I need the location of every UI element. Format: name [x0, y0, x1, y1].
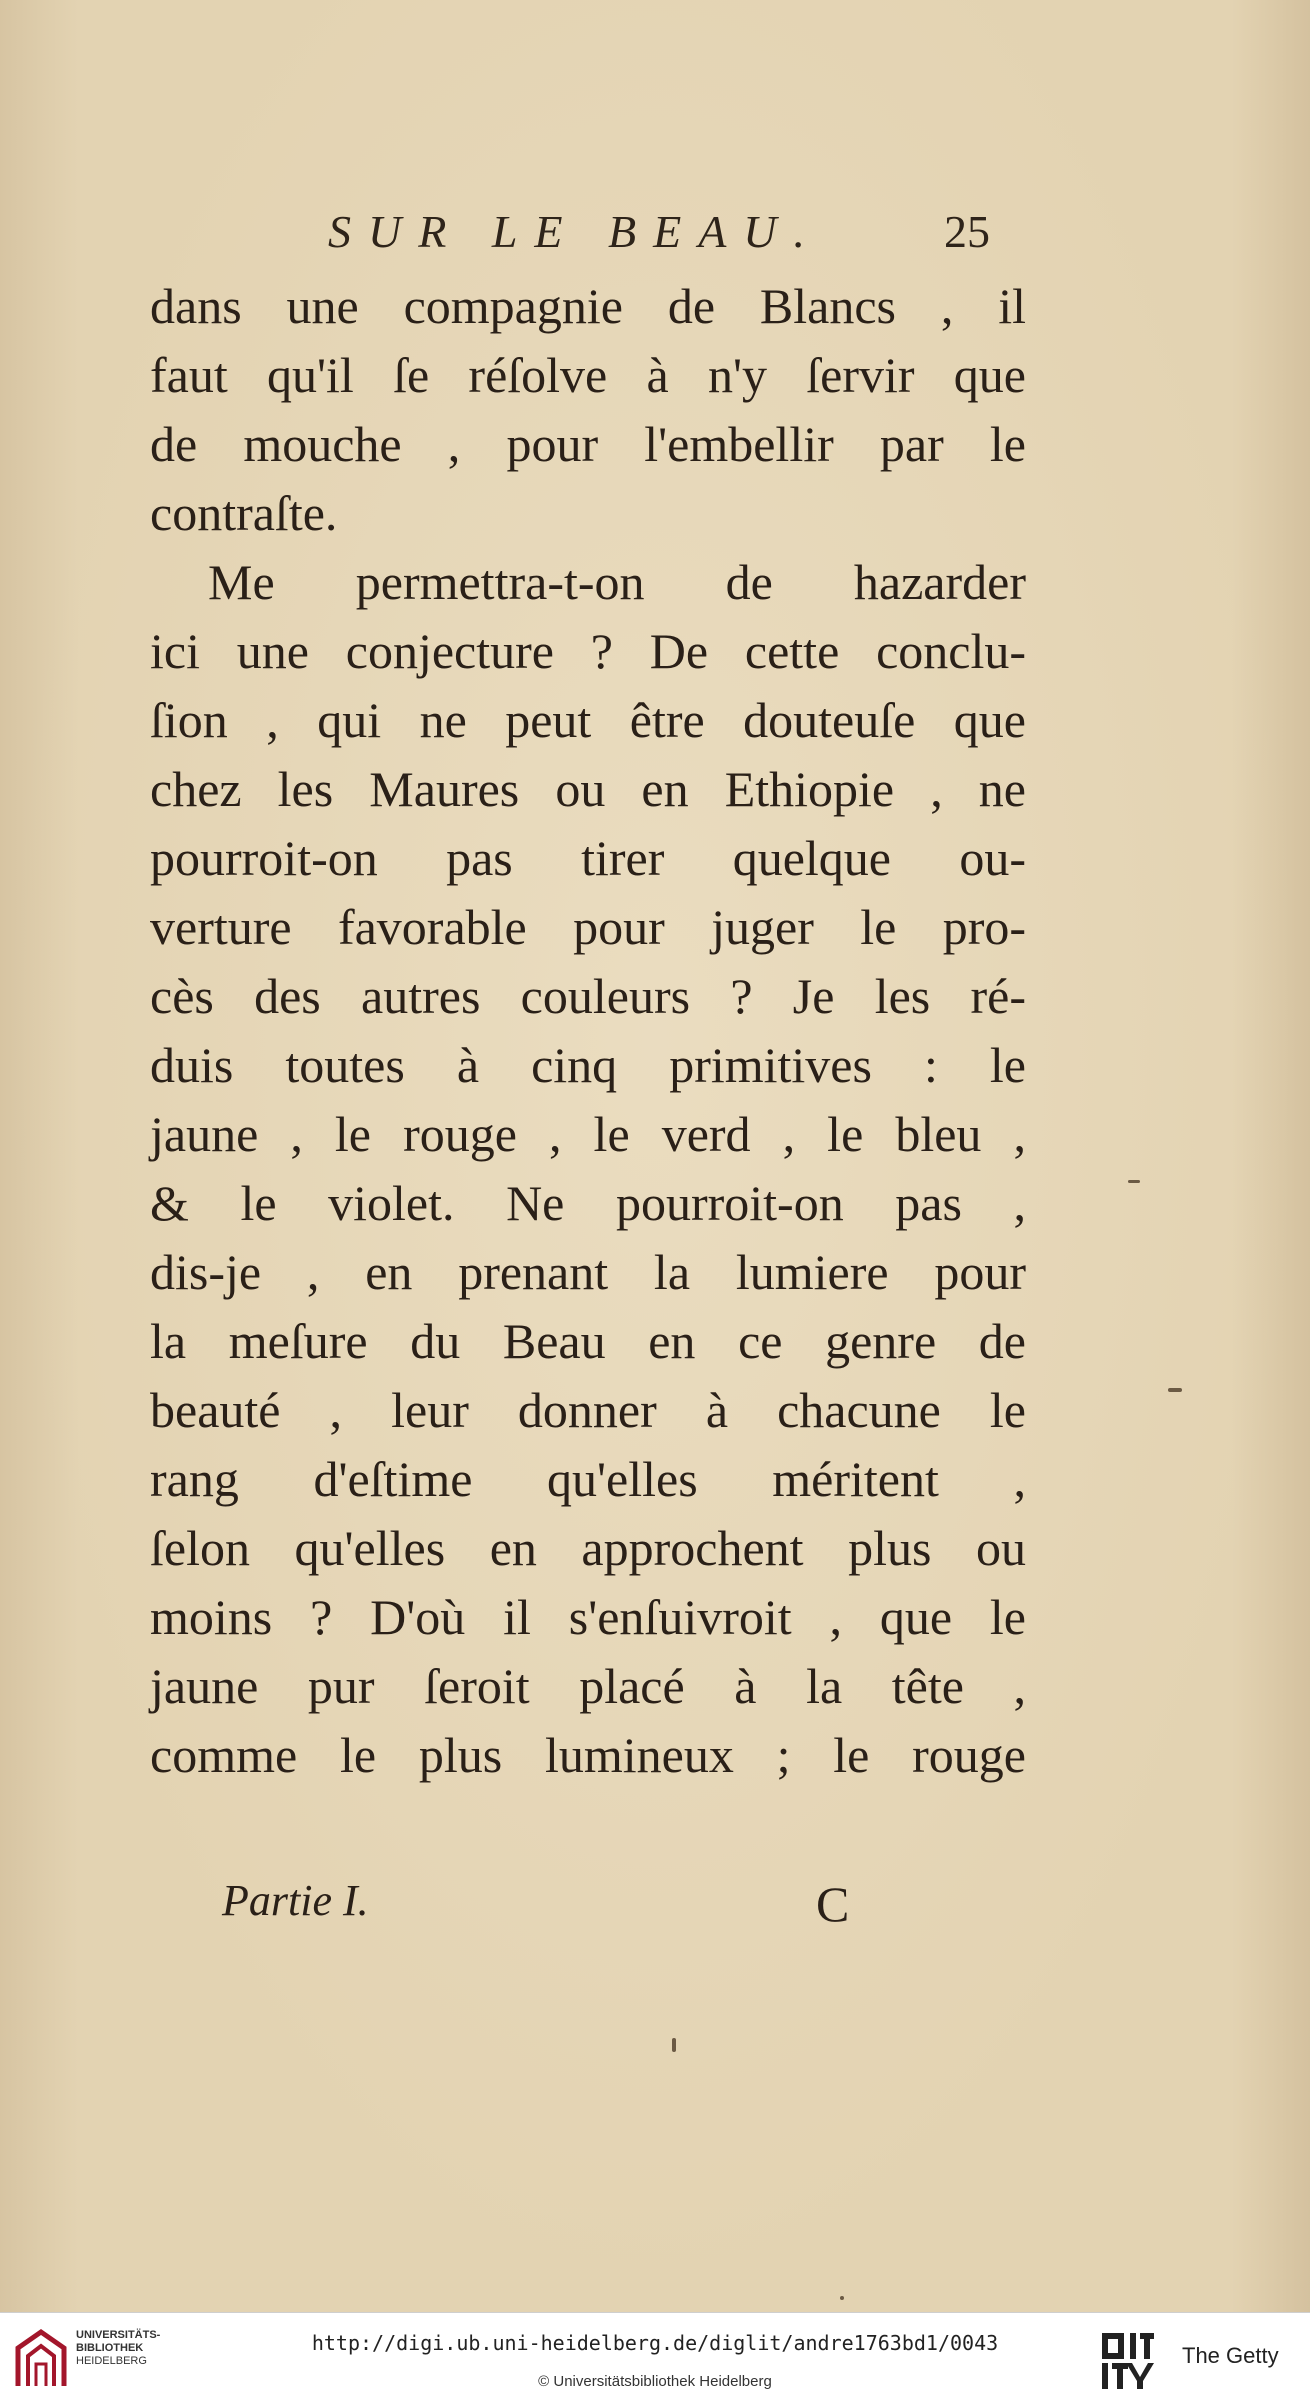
text-line: chez les Maures ou en Ethiopie , ne: [150, 761, 1026, 817]
body-text: [150, 272, 1026, 1790]
text-line: Me permettra-t-on de hazarder: [208, 554, 1026, 610]
text-line: de mouche , pour l'embellir par le: [150, 416, 1026, 472]
text-line: rang d'eſtime qu'elles méritent ,: [150, 1451, 1026, 1507]
paper-speck: [1128, 1180, 1140, 1183]
signature-line: [0, 1875, 1310, 1945]
signature-text: Partie I.: [222, 1876, 369, 1925]
getty-logo-icon: [1100, 2331, 1156, 2391]
text-line: jaune , le rouge , le verd , le bleu ,: [150, 1106, 1026, 1162]
text-line: dans une compagnie de Blancs , il: [150, 278, 1026, 334]
text-line: contraſte.: [150, 485, 338, 541]
text-line: dis-je , en prenant la lumiere pour: [150, 1244, 1026, 1300]
text-line: verture favorable pour juger le pro-: [150, 899, 1026, 955]
copyright-notice: © Universitätsbibliothek Heidelberg: [538, 2373, 772, 2390]
text-line: duis toutes à cinq primitives : le: [150, 1037, 1026, 1093]
paper-speck: [1168, 1388, 1182, 1392]
text-line: comme le plus lumineux ; le rouge: [150, 1727, 1026, 1783]
permalink-url[interactable]: http://digi.ub.uni-heidelberg.de/diglit/andre1763bd1/0043: [311, 2331, 999, 2355]
signature-mark: C: [816, 1876, 850, 1932]
paper-speck: [840, 2296, 844, 2300]
paper-speck: [672, 2038, 676, 2052]
text-line: jaune pur ſeroit placé à la tête ,: [150, 1658, 1026, 1714]
getty-label: The Getty: [1182, 2343, 1279, 2368]
page-number: 25: [944, 206, 990, 257]
text-line: ici une conjecture ? De cette conclu-: [150, 623, 1026, 679]
text-line: cès des autres couleurs ? Je les ré-: [150, 968, 1026, 1024]
viewer-footer: [0, 2312, 1310, 2405]
text-line: ſion , qui ne peut être douteuſe que: [150, 692, 1026, 748]
text-line: pourroit-on pas tirer quelque ou-: [150, 830, 1026, 886]
library-name-line: HEIDELBERG: [76, 2355, 147, 2367]
running-head-title: SUR LE BEAU.: [328, 206, 823, 257]
text-line: & le violet. Ne pourroit-on pas ,: [150, 1175, 1026, 1231]
library-name-line: BIBLIOTHEK: [76, 2342, 144, 2354]
text-line: moins ? D'où il s'enſuivroit , que le: [150, 1589, 1026, 1645]
text-line: faut qu'il ſe réſolve à n'y ſervir que: [150, 347, 1026, 403]
text-line: beauté , leur donner à chacune le: [150, 1382, 1026, 1438]
running-head: [0, 205, 1310, 265]
text-line: ſelon qu'elles en approchent plus ou: [150, 1520, 1026, 1576]
library-name-line: UNIVERSITÄTS-: [76, 2329, 161, 2341]
text-line: la meſure du Beau en ce genre de: [150, 1313, 1026, 1369]
